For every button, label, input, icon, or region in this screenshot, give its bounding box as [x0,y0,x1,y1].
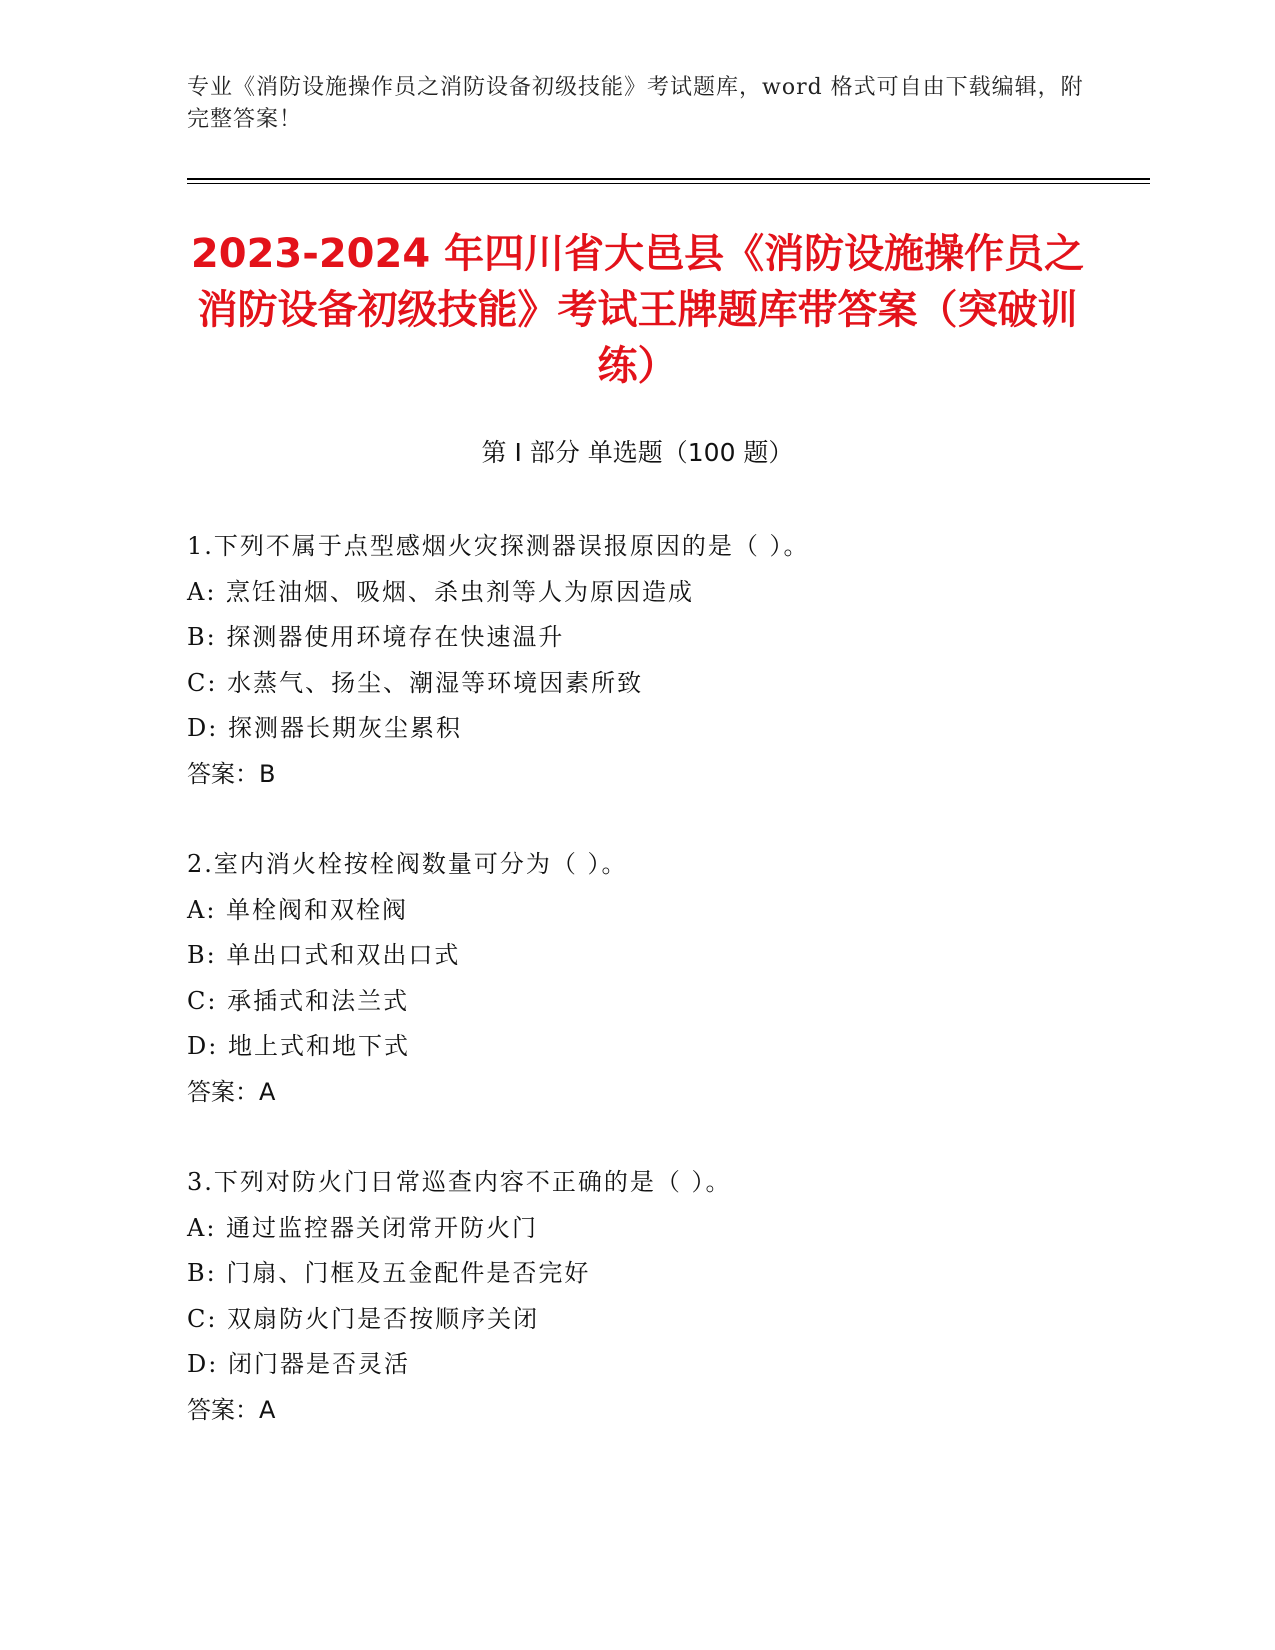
option-c: C: 水蒸气、扬尘、潮湿等环境因素所致 [187,668,644,697]
question-2 [187,842,1087,1115]
document-header-note: 专业《消防设施操作员之消防设备初级技能》考试题库，word 格式可自由下载编辑，附完整答案！ [187,75,1084,132]
option-a: A: 烹饪油烟、吸烟、杀虫剂等人为原因造成 [187,577,695,606]
header-divider-thin [187,183,1150,184]
answer-key: 答案：A [187,1395,276,1424]
option-b: B: 单出口式和双出口式 [187,941,461,969]
option-c: C: 双扇防火门是否按顺序关闭 [187,1304,540,1333]
header-divider-thick [187,178,1150,180]
question-stem: 3.下列对防火门日常巡查内容不正确的是（ ）。 [187,1168,732,1196]
question-3 [187,1160,1087,1433]
option-a: A: 单栓阀和双栓阀 [187,895,409,924]
option-b: B: 门扇、门框及五金配件是否完好 [187,1259,591,1287]
option-d: D: 闭门器是否灵活 [187,1350,410,1378]
question-stem: 2.室内消火栓按栓阀数量可分为（ ）。 [187,850,628,878]
answer-key: 答案：B [187,759,276,788]
document-title: 2023-2024 年四川省大邑县《消防设施操作员之消防设备初级技能》考试王牌题库带答案（突破训练） [190,231,1085,389]
option-c: C: 承插式和法兰式 [187,986,410,1015]
section-heading: 第 I 部分 单选题（100 题） [481,438,794,467]
option-a: A: 通过监控器关闭常开防火门 [187,1213,539,1242]
option-d: D: 地上式和地下式 [187,1032,410,1060]
option-b: B: 探测器使用环境存在快速温升 [187,623,565,651]
answer-key: 答案：A [187,1077,276,1106]
question-stem: 1.下列不属于点型感烟火灾探测器误报原因的是（ ）。 [187,532,810,560]
option-d: D: 探测器长期灰尘累积 [187,714,462,742]
question-1 [187,524,1087,797]
